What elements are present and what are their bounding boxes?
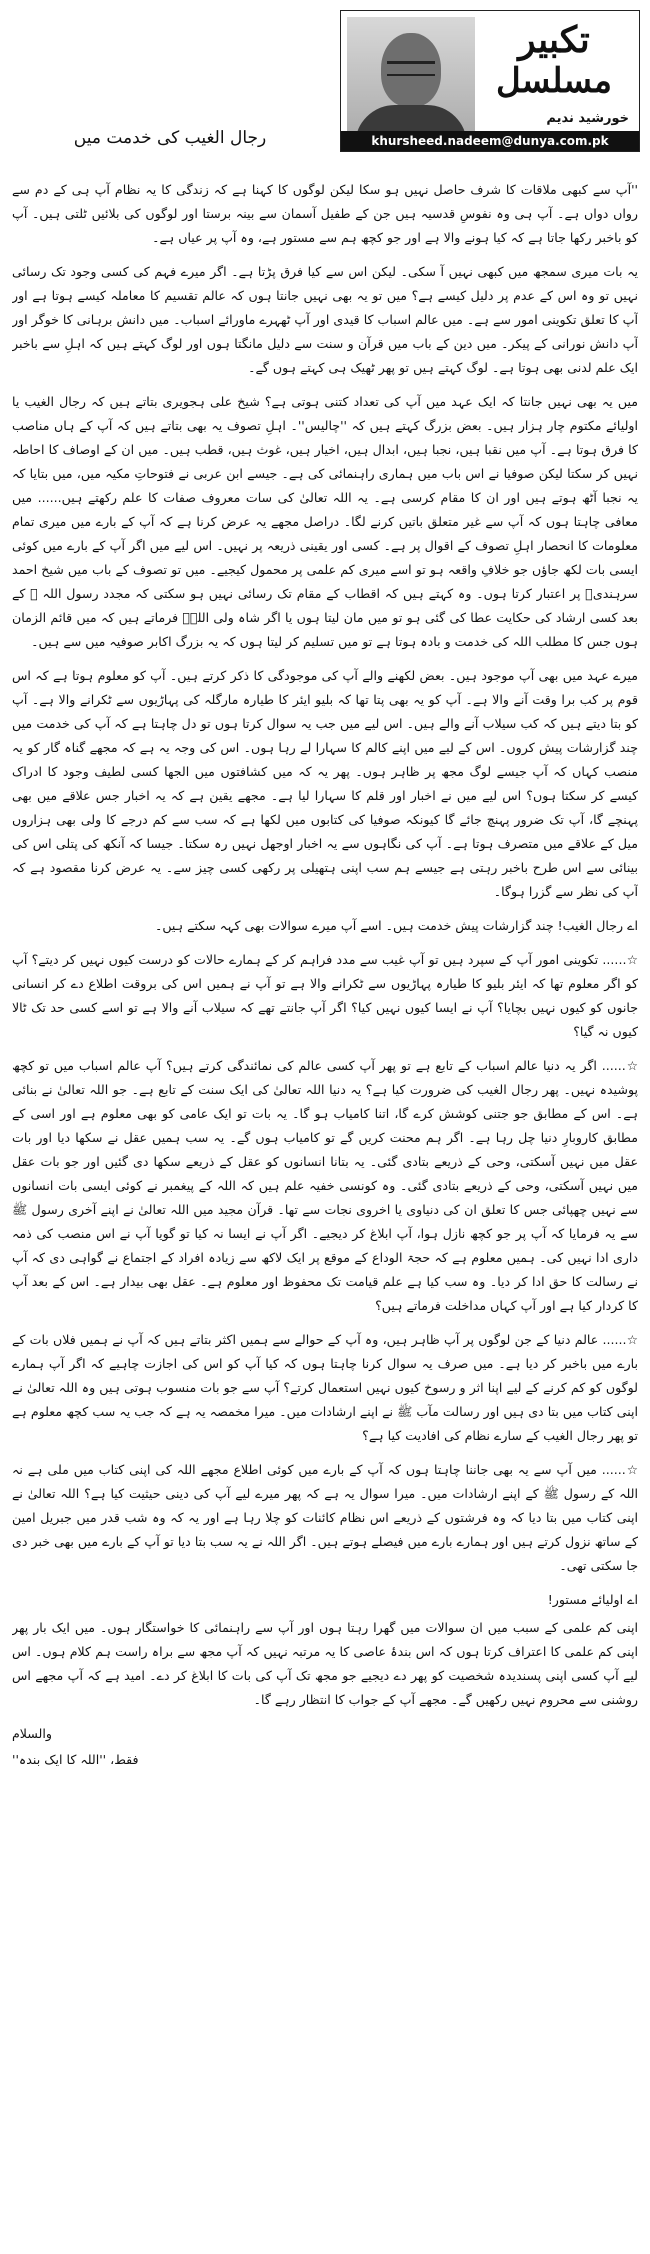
column-name-line2: مسلسل [496,61,612,101]
paragraph: ☆...... اگر یہ دنیا عالم اسباب کے تابع ہے تو پھر آپ کسی عالم کی نمائندگی کرتے ہیں؟ آپ عالم اسباب میں تو کچھ پوشیدہ نہیں۔ پھر رجال الغیب کی ضرورت کیا ہے؟ یہ دنیا اللہ تعالیٰ کی ایک سنت کے تابع ہے۔ جو اللہ تعالیٰ نے بنائی ہے۔ اس کے مطابق جو جتنی کوشش کرے گا، اتنا کامیاب ہو گا۔ یہ بات تو ایک عامی کو بھی معلوم ہے اور اسی کے مطابق کاروبارِ دنیا چل رہا ہے۔ اگر ہم محنت کریں گے تو کامیاب ہوں گے۔ یہ سب ہمیں عقل نے سکھا دیا اور بات عقل میں نہیں آسکتی، وحی کے ذریعے بتادی گئی۔ یہ بتانا انسانوں کو عقل کے ذریعے سکھا دی گئیں اور جو بات عقل میں نہیں آسکتی، وحی کے ذریعے بتادی گئی۔ وہ کونسی خفیہ علم ہیں کہ اللہ کے پیغمبر نے کوئی ایسی بات انسانوں سے نہیں چھپائی جس کا تعلق ان کی دنیاوی یا اخروی نجات سے تھا۔ قرآن مجید میں اللہ تعالیٰ نے اپنے آخری رسول ﷺ سے یہ فرمایا کہ آپ پر جو کچھ نازل ہوا، آپ ابلاغ کر دیجیے۔ اگر آپ نے ایسا نہ کیا تو گویا آپ نے اس منصب کی ذمہ داری ادا نہیں کی۔ ہمیں معلوم ہے کہ حجۃ الوداع کے موقع پر ایک لاکھ سے زیادہ افراد کے اجتماع نے گواہی دی کہ آپ نے رسالت کا حق ادا کر دیا۔ وہ سب کیا ہے علم قیامت تک محفوظ اور معلوم ہے۔ عقل بھی بیدار ہے۔ اس کے بعد آپ کا کردار کیا ہے اور آپ کہاں مداخلت فرماتے ہیں؟ [12,1058,638,1313]
author-photo-glasses [387,61,435,76]
paragraph: اپنی کم علمی کے سبب میں ان سوالات میں گھرا رہتا ہوں اور آپ سے راہنمائی کا خواستگار ہوں۔ میں ایک بار پھر اپنی کم علمی کا اعتراف کرتا ہوں کہ اس بندۂ عاصی کا یہ مرتبہ نہیں کہ آپ مجھ سے براہ راست ہم کلام ہوں۔ اس لیے آپ کسی اپنی پسندیدہ شخصیت کو پھر دے دیجیے جو مجھ تک آپ کی بات کا ابلاغ کر دے۔ امید ہے کہ آپ مجھے اس روشنی سے محروم نہیں رکھیں گے۔ مجھے آپ کے جواب کا انتظار رہے گا۔ [12,1620,638,1707]
paragraph: میرے عہد میں بھی آپ موجود ہیں۔ بعض لکھنے والے آپ کی موجودگی کا ذکر کرتے ہیں۔ آپ کو معلوم ہوتا ہے کہ اس قوم پر کب برا وقت آنے والا ہے۔ آپ کو یہ بھی پتا تھا کہ بلیو ایئر کا طیارہ مارگلہ کی پہاڑیوں سے ٹکرانے والا ہے۔ آپ کو بتا دیتے ہیں کہ کب سیلاب آنے والے ہیں۔ اس لیے میں جب یہ سوال کرتا ہوں تو دل چاہتا ہے کہ آپ کی خدمت میں چند گزارشات پیش کروں۔ اس کے لیے میں اپنے کالم کا سہارا لے رہا ہوں۔ اس کی وجہ یہ ہے کہ مجھے گناہ گار کو یہ منصب کہاں کہ آپ جیسے لوگ مجھ پر ظاہر ہوں۔ پھر یہ کہ میں کشافتوں میں الجھا کسی لطیف وجود کا ادراک کیسے کر سکتا ہوں؟ اس لیے میں نے اخبار اور قلم کا سہارا لیا ہے۔ مجھے یقین ہے کہ یہ اخبار جس علاقے میں بھی پہنچے گا، آپ تک ضرور پہنچ جائے گا کیونکہ صوفیا کی کتابوں میں لکھا ہے کہ سب سے کم درجے کا ولی بھی ہزاروں میل کے علاقے میں متصرف ہوتا ہے۔ آپ کی نگاہوں سے یہ اخبار اوجھل نہیں رہ سکتا۔ جیسا کہ آنکھ کی پتلی اس کی بینائی سے اس طرح باخبر رہتی ہے جیسے ہم سب اپنی ہتھیلی پر رکھی کسی چیز سے۔ یہ عرض کرنا مقصود ہے کہ آپ کی نظر سے گزرا ہوگا۔ [12,668,638,899]
column-masthead [340,10,640,152]
paragraph: ☆...... میں آپ سے یہ بھی جاننا چاہتا ہوں کہ آپ کے بارے میں کوئی اطلاع مجھے اللہ کی اپنی کتاب میں ملی ہے نہ اللہ کے رسول ﷺ کے اپنے ارشادات میں۔ میرا سوال یہ ہے کہ پھر میرے لیے آپ کی دینی حیثیت کیا ہے؟ اللہ تعالیٰ نے اپنی کتاب میں بتا دیا کہ وہ فرشتوں کے ذریعے اس نظام کائنات کو چلا رہا ہے اور یہ کہ وہ شب قدر میں جبریل امین کے ساتھ نزول کرتے ہیں اور ہمارے بارے میں فیصلے ہوتے ہیں۔ اگر اللہ نے یہ سب بتا دیا تو آپ کے بارے میں بھی خبر دی جا سکتی تھی۔ [12,1462,638,1573]
paragraph: میں یہ بھی نہیں جانتا کہ ایک عہد میں آپ کی تعداد کتنی ہوتی ہے؟ شیخ علی ہجویری بتاتے ہیں کہ رجال الغیب یا اولیائے مکتوم چار ہزار ہیں۔ بعض بزرگ کہتے ہیں کہ ''چالیس''۔ اہلِ تصوف یہ بھی بتاتے ہیں کہ آپ کے ہاں مناصب کا فرق ہوتا ہے۔ آپ میں نقبا ہیں، نجبا ہیں، ابدال ہیں، اخیار ہیں، غوث ہیں، قطب ہیں۔ میں ان کے اوصاف کا احاطہ نہیں کر سکتا لیکن صوفیا نے اس باب میں ہماری راہنمائی کی ہے۔ جیسے ابن عربی نے فتوحاتِ مکیہ میں، میں بتایا کہ یہ نجبا آٹھ ہوتے ہیں اور ان کا مقام کرسی ہے۔ یہ اللہ تعالیٰ کی سات معروف صفات کا علم رکھتے ہیں...... میں معافی چاہتا ہوں کہ آپ سے غیر متعلق باتیں کرنے لگا۔ دراصل مجھے یہ عرض کرنا ہے کہ آپ کے بارے میں میری تمام معلومات کا انحصار اہلِ تصوف کے اقوال پر ہے۔ کسی اور یقینی ذریعہ پر نہیں۔ اس لیے میں اگر آپ کے بارے میں کوئی ایسی بات لکھ جاؤں جو خلافِ واقعہ ہو تو اسے میری کم علمی پر محمول کیجیے۔ میں تو تصوف کے باب میں شیخ احمد سرہندیؒ پر اعتبار کرتا ہوں۔ وہ کہتے ہیں کہ اقطاب کے مقام تک رسائی نہیں ہو سکتی کہ مجدد رسول اللہ ﷺ کے بعد کسی ارشاد کی حکایت عطا کی گئی ہو تو میں مان لیتا ہوں یا اگر شاہ ولی اللہؒ فرماتے ہیں کہ میں قائم الزمان ہوں جس کا مطلب اللہ کی خدمت و بادہ ہوتا ہے تو میں تسلیم کر لیتا ہوں کہ یہ بزرگ اکابر صوفیہ میں سے ہیں۔ [12,394,638,649]
author-email: khursheed.nadeem@dunya.com.pk [341,131,639,151]
article-body [12,178,638,2238]
article-signoff: والسلام [12,1726,52,1741]
column-name-line1: تکبیر [518,19,590,61]
paragraph: اے اولیائے مستور! [547,1592,638,1607]
author-name: خورشید ندیم [546,111,629,126]
article-title: رجال الغیب کی خدمت میں [73,128,267,148]
article-signer: فقط، ''اللہ کا ایک بندہ'' [12,1752,139,1767]
paragraph: یہ بات میری سمجھ میں کبھی نہیں آ سکی۔ لیکن اس سے کیا فرق پڑتا ہے۔ اگر میرے فہم کی کسی وجود تک رسائی نہیں تو وہ اس کے عدم پر دلیل کیسے ہے؟ میں تو یہ بھی نہیں جانتا ہوں کہ عالم تقسیم کا معاملہ کیسے ہوتا ہے اور آپ کا تعلق تکوینی امور سے ہے۔ میں عالم اسباب کا قیدی اور آپ ٹھہرے ماورائے اسباب۔ میں دانش برہانی کا خوگر اور آپ دانش نورانی کے پیکر۔ میں دین کے باب میں قرآن و سنت سے دلیل مانگتا ہوں اور لوگ کہتے ہیں کہ اہلِ سے باخبر ایک علم لدنی بھی ہوتا ہے۔ لوگ کہتے ہیں تو پھر ٹھیک ہی کہتے ہوں گے۔ [12,264,638,375]
column-logo [479,19,629,101]
paragraph: اے رجال الغیب! چند گزارشات پیش خدمت ہیں۔ اسے آپ میرے سوالات بھی کہہ سکتے ہیں۔ [154,918,638,933]
paragraph: ☆...... عالم دنیا کے جن لوگوں پر آپ ظاہر ہیں، وہ آپ کے حوالے سے ہمیں اکثر بتاتے ہیں کہ آپ نے ہمیں فلاں بات کے بارے میں باخبر کر دیا ہے۔ میں صرف یہ سوال کرنا چاہتا ہوں کہ کیا آپ کو اس کی اجازت چاہیے کہ اگر آپ ہمارے لوگوں کو کم کرنے کے لیے اپنا اثر و رسوخ کیوں نہیں استعمال کرتے؟ آپ سے جو بات منسوب ہوتی ہیں وہ اللہ تعالیٰ نے اپنی کتاب میں بتا دی ہیں اور رسالت مآب ﷺ نے اپنے ارشادات میں۔ میرا مخمصہ یہ ہے کہ جب یہ سب کچھ معلوم ہے تو پھر رجال الغیب کے سارے نظام کی افادیت کیا ہے؟ [12,1332,638,1443]
paragraph: ☆...... تکوینی امور آپ کے سپرد ہیں تو آپ غیب سے مدد فراہم کر کے ہمارے حالات کو درست کیوں نہیں کر دیتے؟ آپ کو اگر معلوم تھا کہ ایئر بلیو کا طیارہ پہاڑیوں سے ٹکرانے والا ہے تو آپ نے ہمیں اس کی بروقت اطلاع دے کر انسانی جانوں کو کیوں نہیں بچایا؟ آپ نے ایسا کیوں نہیں کیا؟ اگر آپ جانتے تھے کہ سیلاب آنے والا ہے تو اسے کسی حد تک ٹالا کیوں نہ گیا؟ [12,952,638,1039]
author-photo [347,17,475,145]
paragraph: ''آپ سے کبھی ملاقات کا شرف حاصل نہیں ہو سکا لیکن لوگوں کا کہنا ہے کہ زندگی کا یہ نظام آپ ہی کے دم سے رواں دواں ہے۔ آپ ہی وہ نفوسِ قدسیہ ہیں جن کے طفیل آسمان سے بینہ برستا اور لوگوں کی بلائیں ٹلتی ہیں۔ آپ کو باخبر رکھا جاتا ہے کہ کیا ہونے والا ہے اور جو کچھ ہم سے مستور ہے، وہ آپ پر عیاں ہے۔ [12,182,638,245]
